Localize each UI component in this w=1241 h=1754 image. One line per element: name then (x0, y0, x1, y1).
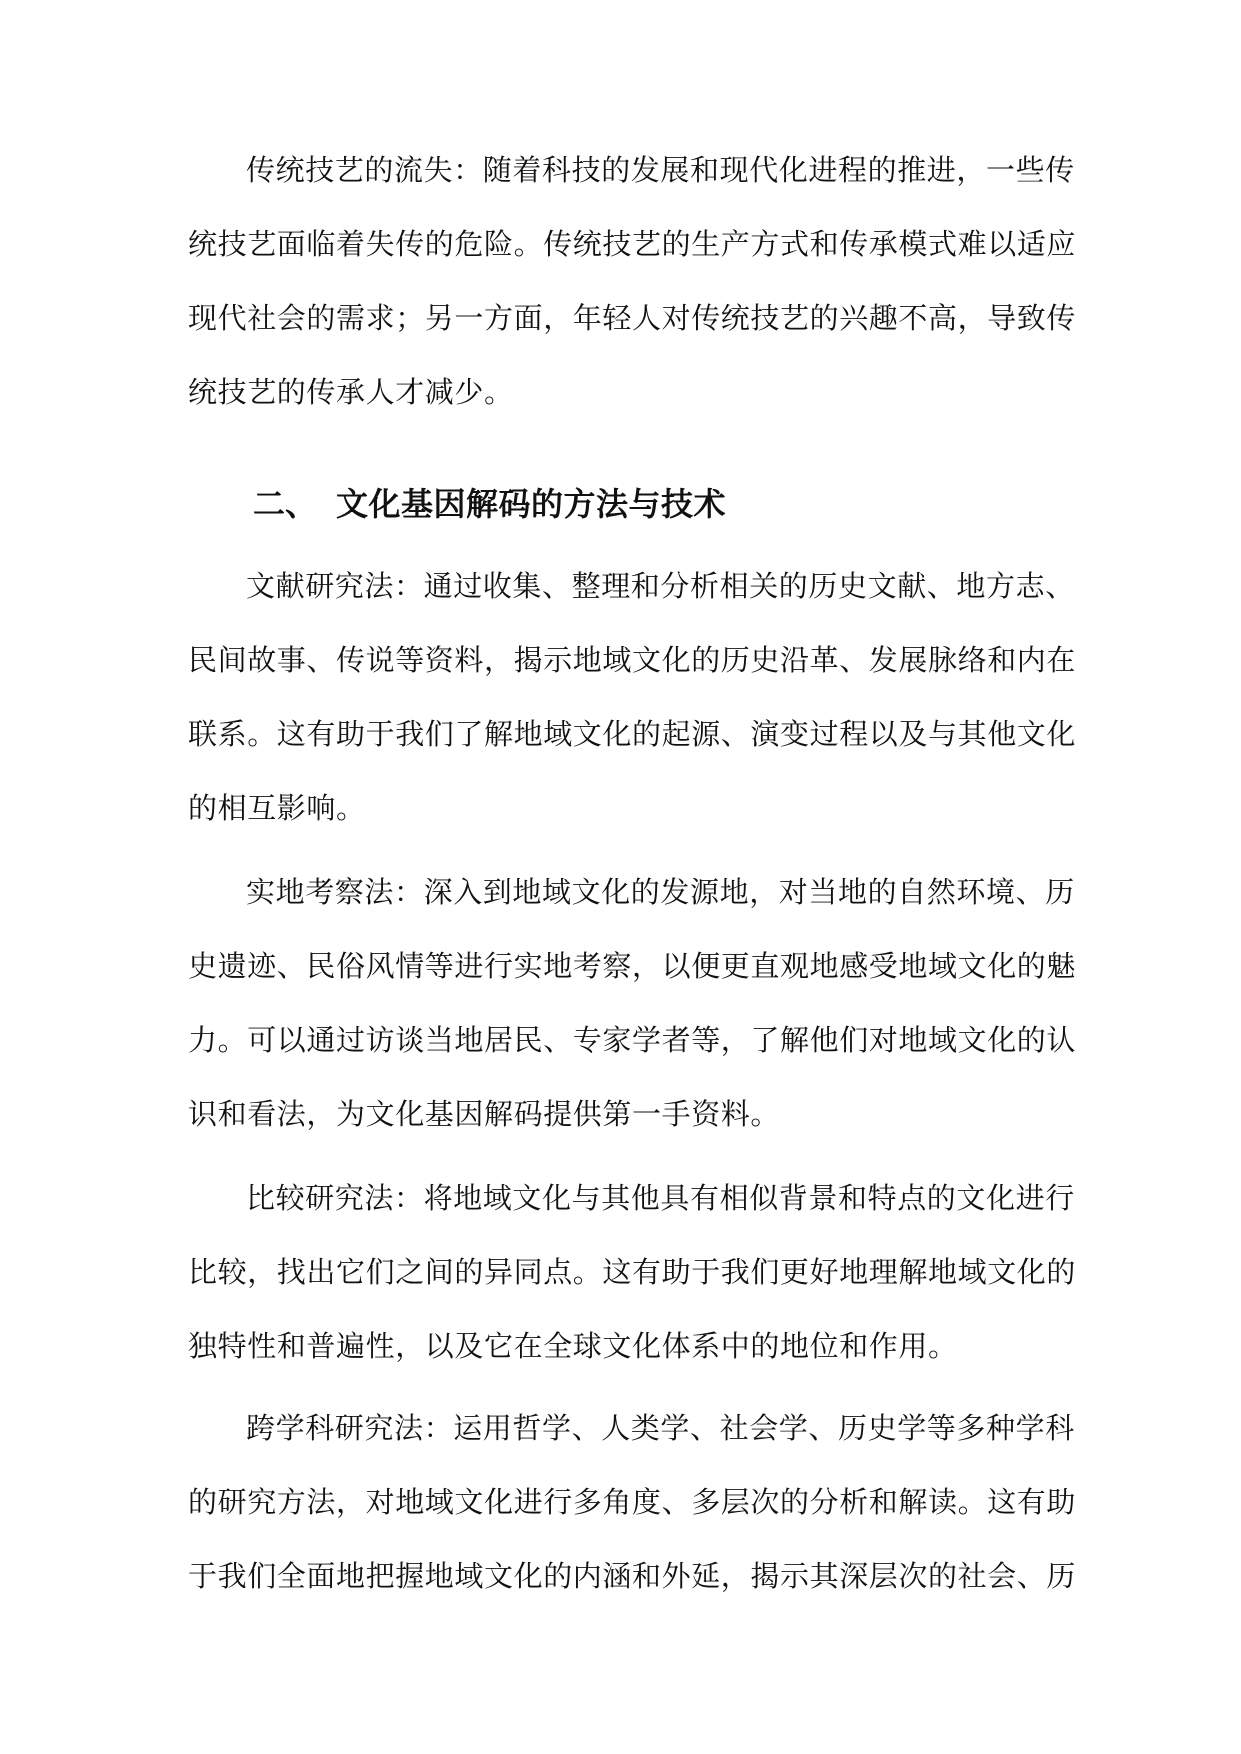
text-line: 比较研究法：将地域文化与其他具有相似背景和特点的文化进行 (246, 1181, 1075, 1215)
text-line: 史遗迹、民俗风情等进行实地考察，以便更直观地感受地域文化的魅 (188, 949, 1077, 983)
text-line: 独特性和普遍性，以及它在全球文化体系中的地位和作用。 (188, 1329, 958, 1363)
text-line: 比较，找出它们之间的异同点。这有助于我们更好地理解地域文化的 (188, 1255, 1077, 1289)
section-title: 文化基因解码的方法与技术 (336, 485, 727, 523)
text-line: 统技艺面临着失传的危险。传统技艺的生产方式和传承模式难以适应 (188, 227, 1077, 261)
text-line: 联系。这有助于我们了解地域文化的起源、演变过程以及与其他文化 (188, 717, 1077, 751)
text-line: 力。可以通过访谈当地居民、专家学者等，了解他们对地域文化的认 (188, 1023, 1077, 1057)
text-line: 文献研究法：通过收集、整理和分析相关的历史文献、地方志、 (246, 569, 1075, 603)
text-line: 统技艺的传承人才减少。 (188, 375, 514, 409)
text-line: 的相互影响。 (188, 791, 366, 825)
text-line: 跨学科研究法：运用哲学、人类学、社会学、历史学等多种学科 (246, 1411, 1075, 1445)
text-line: 实地考察法：深入到地域文化的发源地，对当地的自然环境、历 (246, 875, 1075, 909)
text-line: 民间故事、传说等资料，揭示地域文化的历史沿革、发展脉络和内在 (188, 643, 1077, 677)
text-line: 于我们全面地把握地域文化的内涵和外延，揭示其深层次的社会、历 (188, 1559, 1077, 1593)
text-line: 传统技艺的流失：随着科技的发展和现代化进程的推进，一些传 (246, 153, 1075, 187)
section-number: 二、 (253, 485, 318, 523)
text-line: 的研究方法，对地域文化进行多角度、多层次的分析和解读。这有助 (188, 1485, 1077, 1519)
text-line: 现代社会的需求；另一方面，年轻人对传统技艺的兴趣不高，导致传 (188, 301, 1077, 335)
text-line: 识和看法，为文化基因解码提供第一手资料。 (188, 1097, 781, 1131)
